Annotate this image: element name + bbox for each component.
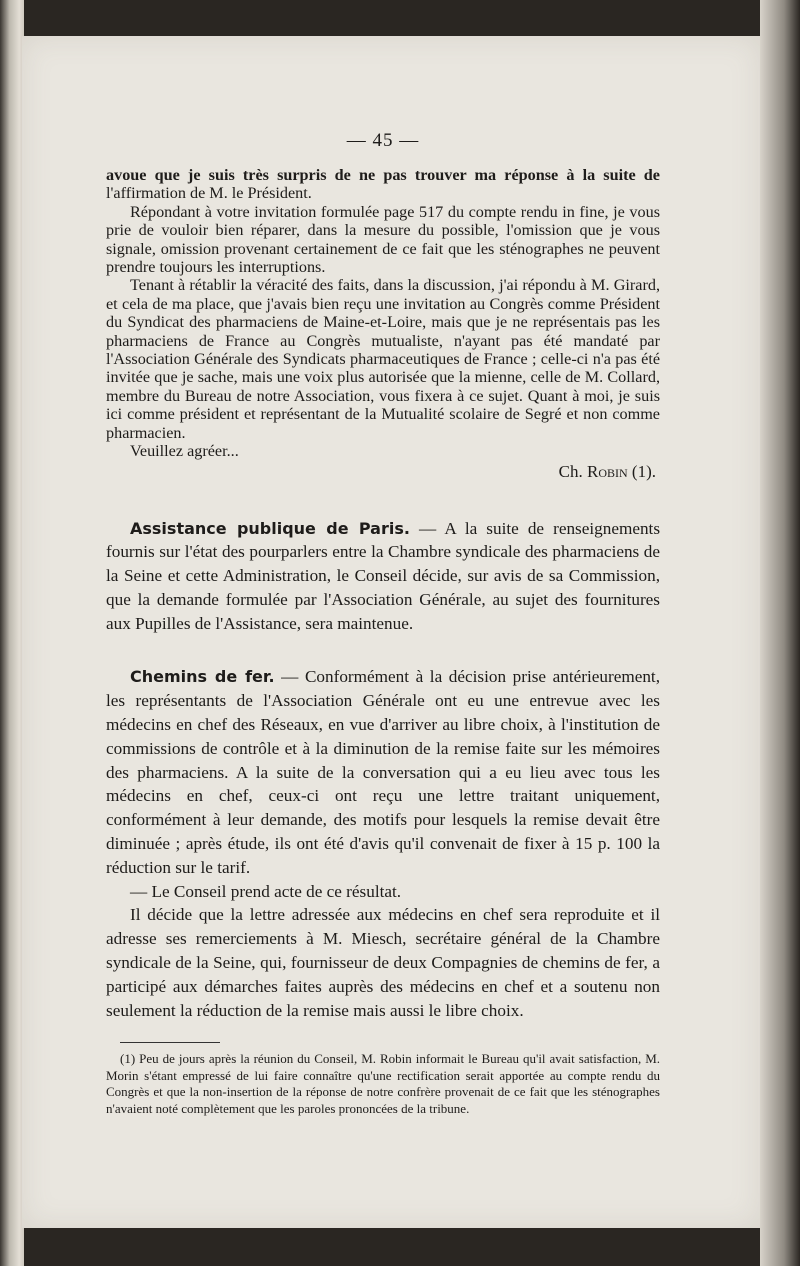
book-edge-shadow xyxy=(760,0,800,1266)
chemins-paragraph-3: Il décide que la lettre adressée aux médecins en chef sera reproduite et il adresse ses remerciements à M. Miesch, secrétaire général de la Chambre syndicale de la Seine, qui, fournisseur de deux Compagnies de chemins de fer, a participé aux démarches faites auprès des médecins en chef et a soutenu non seulement la réduction de la remise mais aussi le libre choix. xyxy=(106,905,660,1020)
section-spacer xyxy=(106,483,660,517)
section-spacer xyxy=(106,635,660,665)
footnote-reference: (1). xyxy=(631,461,656,481)
letter-paragraph-1 xyxy=(106,166,660,203)
adjacent-page-edge xyxy=(0,0,24,1266)
page-number: — 45 — xyxy=(346,130,420,151)
letter-paragraph-3: Tenant à rétablir la véracité des faits, dans la discussion, j'ai répondu à M. Girard, et cela de ma place, que j'avais bien reçu une invitation au Congrès comme Président du Syndicat des pharmaciens de Maine-et-Loire, mais que je ne représentais pas les pharmaciens de France au Congrès mutualiste, n'ayant pas été mandaté par l'Association Générale des Syndicats pharmaceutiques de France ; celle-ci n'a pas été invitée que je sache, mais une voix plus autorisée que la mienne, celle de M. Collard, membre du Bureau de notre Association, vous fixera à ce sujet. Quant à moi, je suis ici comme président et représentant de la Mutualité scolaire de Segré et non comme pharmacien. xyxy=(106,276,660,442)
letter-paragraph-2: Répondant à votre invitation formulée page 517 du compte rendu in fine, je vous prie de vouloir bien réparer, dans la mesure du possible, l'omission que je vous signale, omission provenant certainement de ce fait que les sténographes ne peuvent prendre toujours les interruptions. xyxy=(106,202,660,277)
section-body-chemins: — Conformément à la décision prise antérieurement, les représentants de l'Association Générale ont eu une entrevue avec les médecins en chef des Réseaux, en vue d'arriver au libre choix, à l'institution de commissions de contrôle et à la diminution de la remise faite sur les mémoires des pharmaciens. A la suite de la conversation qui a eu lieu avec tous les médecins en chef, ceux-ci ont reçu une lettre traitant uniquement, conformément à leur demande, des motifs pour lesquels la remise devait être diminuée ; après étude, ils ont été d'avis qu'il convenait de fixer à 15 p. 100 la réduction sur le tarif. xyxy=(106,667,661,877)
section-chemins xyxy=(106,665,660,879)
chemins-paragraph-2: — Le Conseil prend acte de ce résultat. xyxy=(130,881,402,901)
letter-line-rest: l'affirmation de M. le Président. xyxy=(106,184,312,203)
document-page xyxy=(22,36,760,1228)
letter-signature xyxy=(106,461,656,483)
section-heading-chemins: Chemins de fer. xyxy=(130,667,275,687)
signature-name: Robin xyxy=(587,461,628,481)
letter-greeting: Veuillez agréer... xyxy=(130,442,239,461)
section-heading-assistance: Assistance publique de Paris. xyxy=(130,518,410,538)
letter-bold-line: avoue que je suis très surpris de ne pas trouver ma réponse à la suite de xyxy=(106,166,660,184)
footnote: (1) Peu de jours après la réunion du Conseil, M. Robin informait le Bureau qu'il avait satisfaction, M. Morin s'étant empressé de lui faire connaître qu'une rectification serait apportée au compte rendu du Congrès et que la non-insertion de la réponse de notre confrère provenait de ce fait que les sténographes n'avaient noté complètement que les paroles prononcées de la tribune. xyxy=(106,1051,660,1116)
signature-prefix: Ch. xyxy=(558,461,583,481)
section-assistance xyxy=(106,517,660,636)
section-body-assistance: — A la suite de renseignements fournis sur l'état des pourparlers entre la Chambre syndicale des pharmaciens de la Seine et cette Administration, le Conseil décide, sur avis de sa Commission, que la demande formulée par l'Association Générale, au sujet des fournitures aux Pupilles de l'Assistance, sera maintenue. xyxy=(106,518,661,633)
footnote-rule xyxy=(120,1042,220,1043)
page-content xyxy=(106,130,660,1117)
